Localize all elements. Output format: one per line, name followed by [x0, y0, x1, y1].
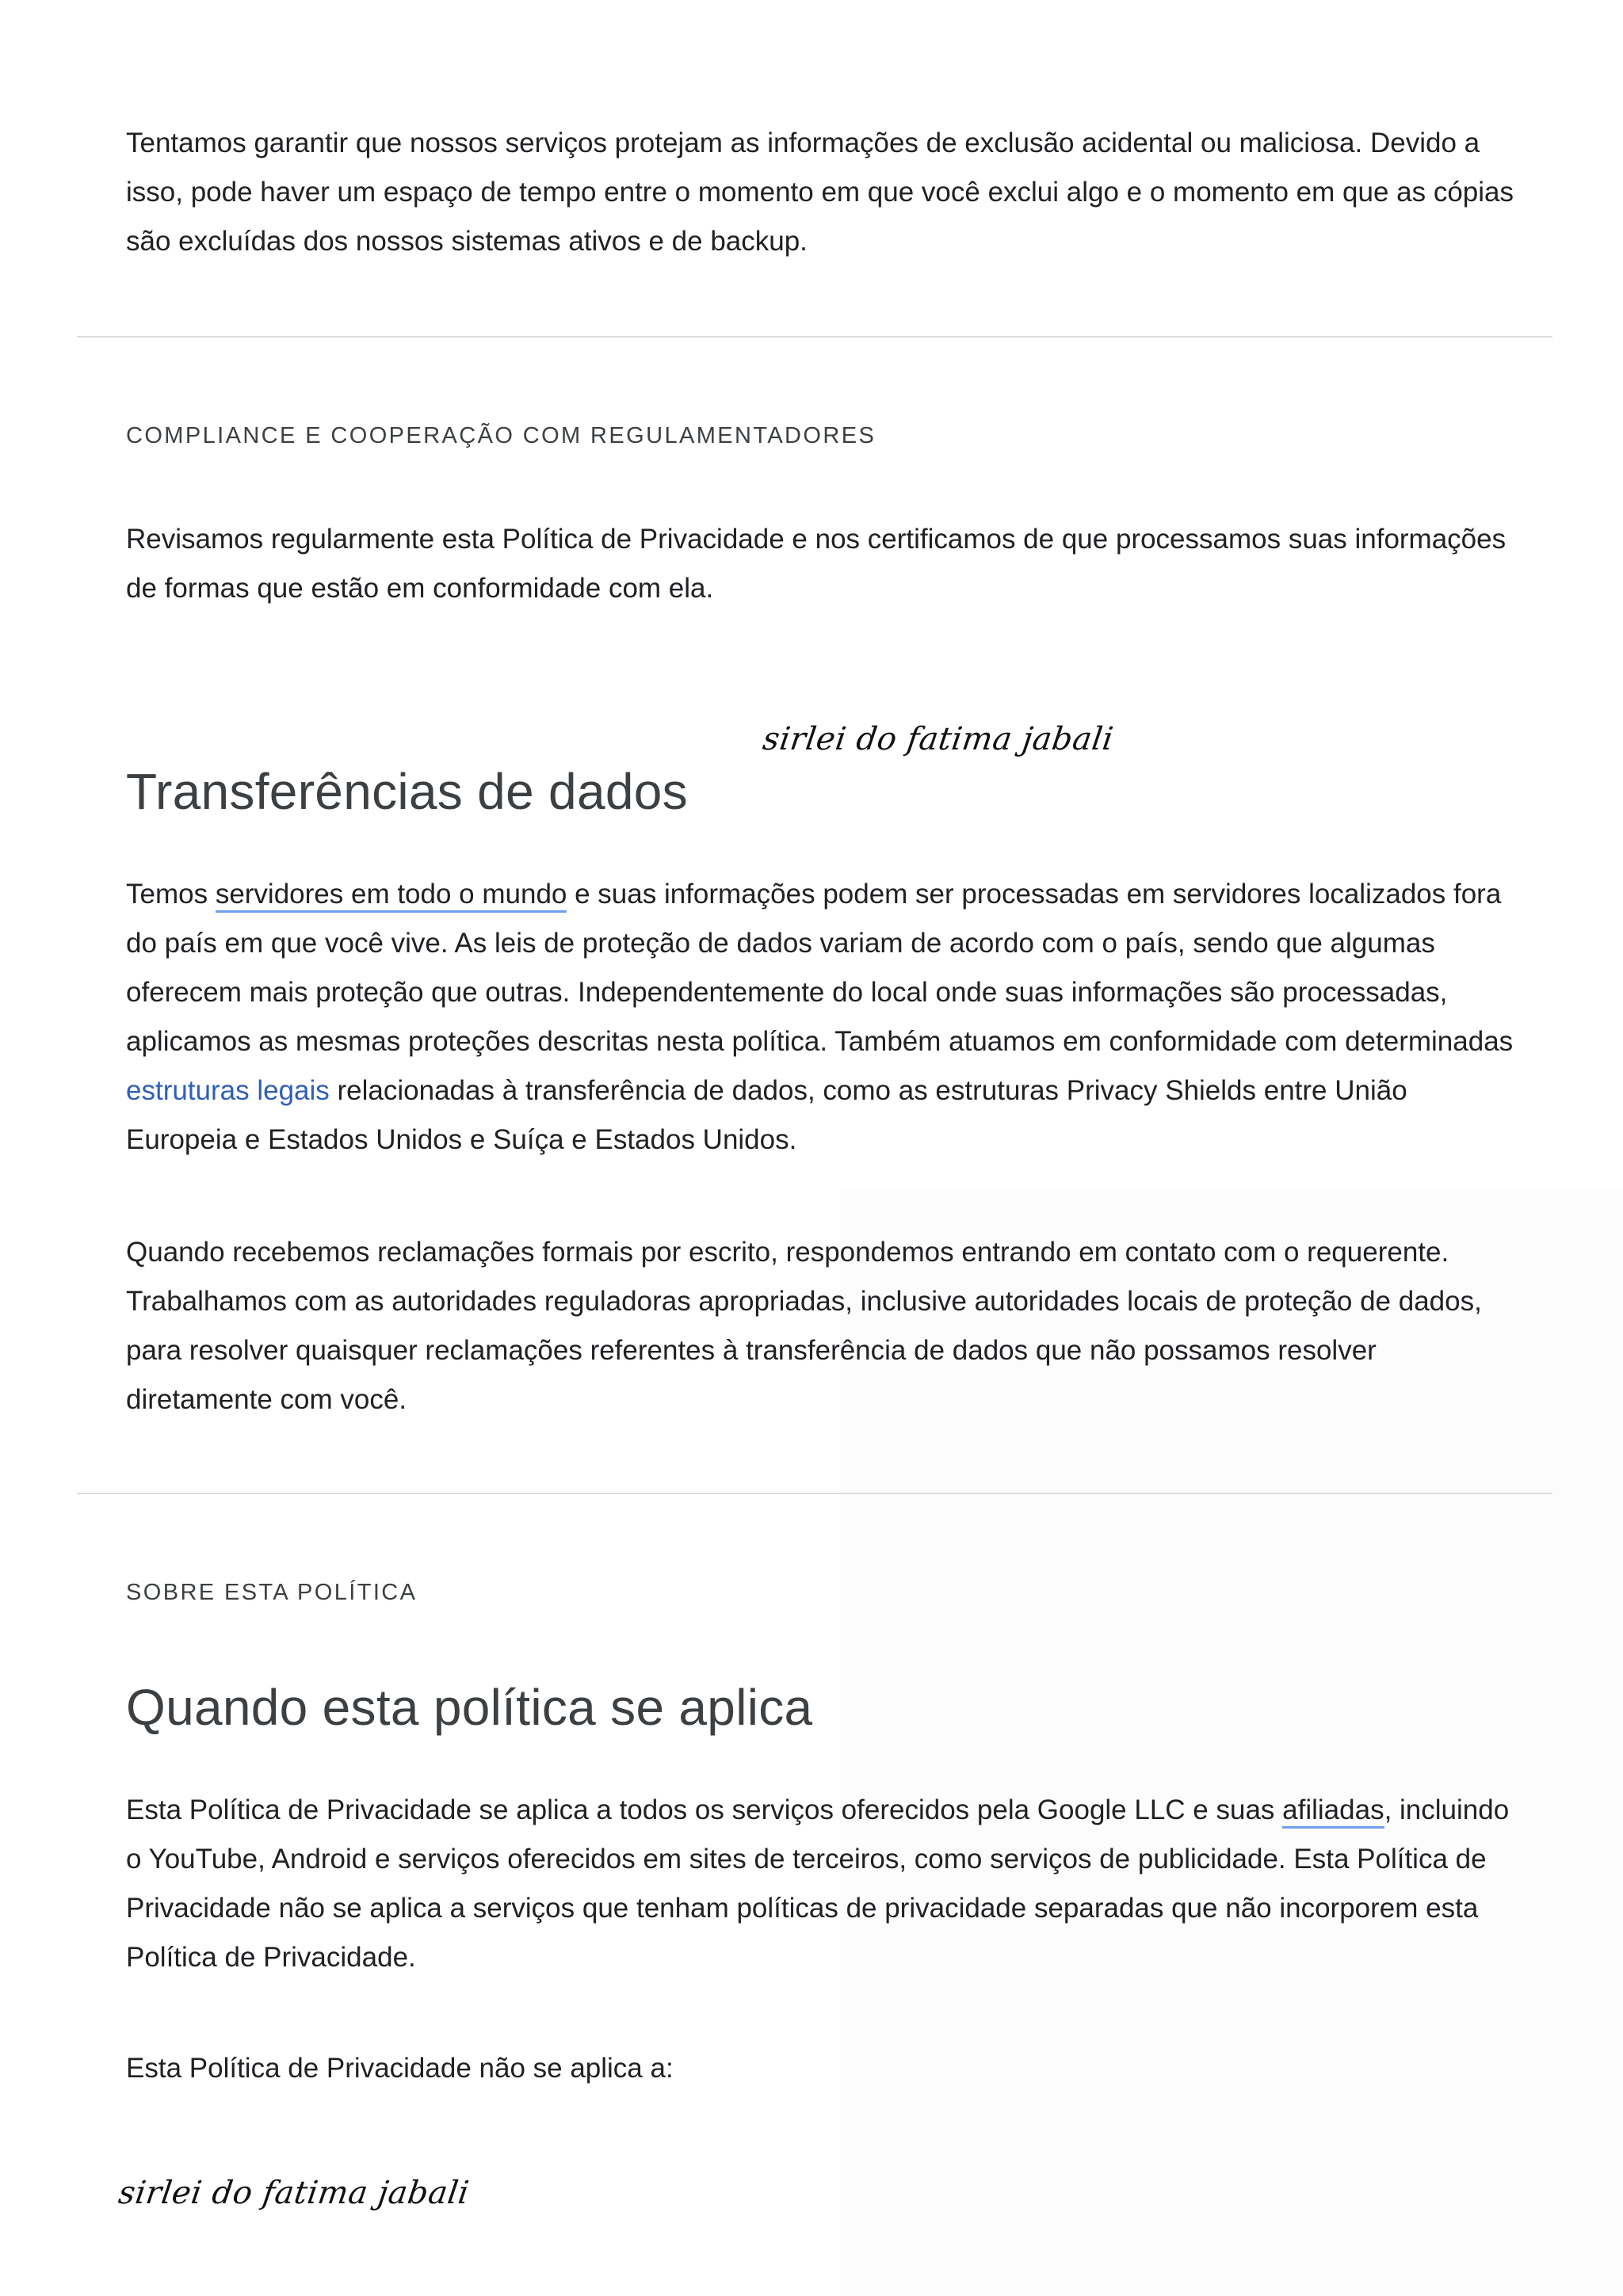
compliance-section-label: COMPLIANCE E COOPERAÇÃO COM REGULAMENTADORES	[126, 423, 876, 448]
section-divider	[77, 336, 1552, 338]
servers-worldwide-link[interactable]: servidores em todo o mundo	[216, 879, 567, 913]
transfers-text-mid: e suas informações podem ser processadas em servidores localizados fora do país em que você vive. As leis de proteção de dados variam de acordo com o país, sendo que algumas oferecem mais proteção que outras. Independentemente do local onde suas informações são processadas, aplicamos as mesmas proteções descritas nesta política. Também atuamos em conformidade com determinadas	[126, 879, 1514, 1057]
applies-paragraph-2: Esta Política de Privacidade não se aplica a:	[126, 2053, 674, 2084]
handwritten-signature-top: sirlei do fatima jabali	[760, 721, 1116, 757]
compliance-paragraph: Revisamos regularmente esta Política de Privacidade e nos certificamos de que processamos suas informações de formas que estão em conformidade com ela.	[126, 524, 1507, 604]
handwritten-signature-bottom: sirlei do fatima jabali	[116, 2175, 472, 2211]
applies-text-pre: Esta Política de Privacidade se aplica a todos os serviços oferecidos pela Google LLC e suas	[126, 1794, 1283, 1825]
affiliates-link[interactable]: afiliadas	[1282, 1794, 1384, 1829]
retention-paragraph: Tentamos garantir que nossos serviços protejam as informações de exclusão acidental ou maliciosa. Devido a isso, pode haver um espaço de tempo entre o momento em que você exclui algo e o momento em que as cópias são excluídas dos nossos sistemas ativos e de backup.	[126, 128, 1514, 257]
about-section-label: SOBRE ESTA POLÍTICA	[126, 1580, 418, 1605]
applies-paragraph-1	[126, 1786, 1521, 1982]
transfers-text-pre: Temos	[126, 879, 216, 910]
transfers-text-post: relacionadas à transferência de dados, como as estruturas Privacy Shields entre União Europeia e Estados Unidos e Suíça e Estados Unidos.	[126, 1075, 1407, 1155]
transfers-heading: Transferências de dados	[126, 763, 688, 820]
applies-heading: Quando esta política se aplica	[126, 1679, 813, 1736]
section-divider	[77, 1493, 1552, 1494]
applies-text-post: , incluindo o YouTube, Android e serviços oferecidos em sites de terceiros, como serviços de publicidade. Esta Política de Privacidade não se aplica a serviços que tenham políticas de privacidade separadas que não incorporem esta Política de Privacidade.	[126, 1794, 1510, 1973]
legal-frameworks-link[interactable]: estruturas legais	[126, 1075, 330, 1106]
transfers-paragraph-1	[126, 870, 1521, 1165]
transfers-paragraph-2: Quando recebemos reclamações formais por escrito, respondemos entrando em contato com o requerente. Trabalhamos com as autoridades reguladoras apropriadas, inclusive autoridades locais de proteção de dados, para resolver quaisquer reclamações referentes à transferência de dados que não possamos resolver diretamente com você.	[126, 1237, 1482, 1415]
